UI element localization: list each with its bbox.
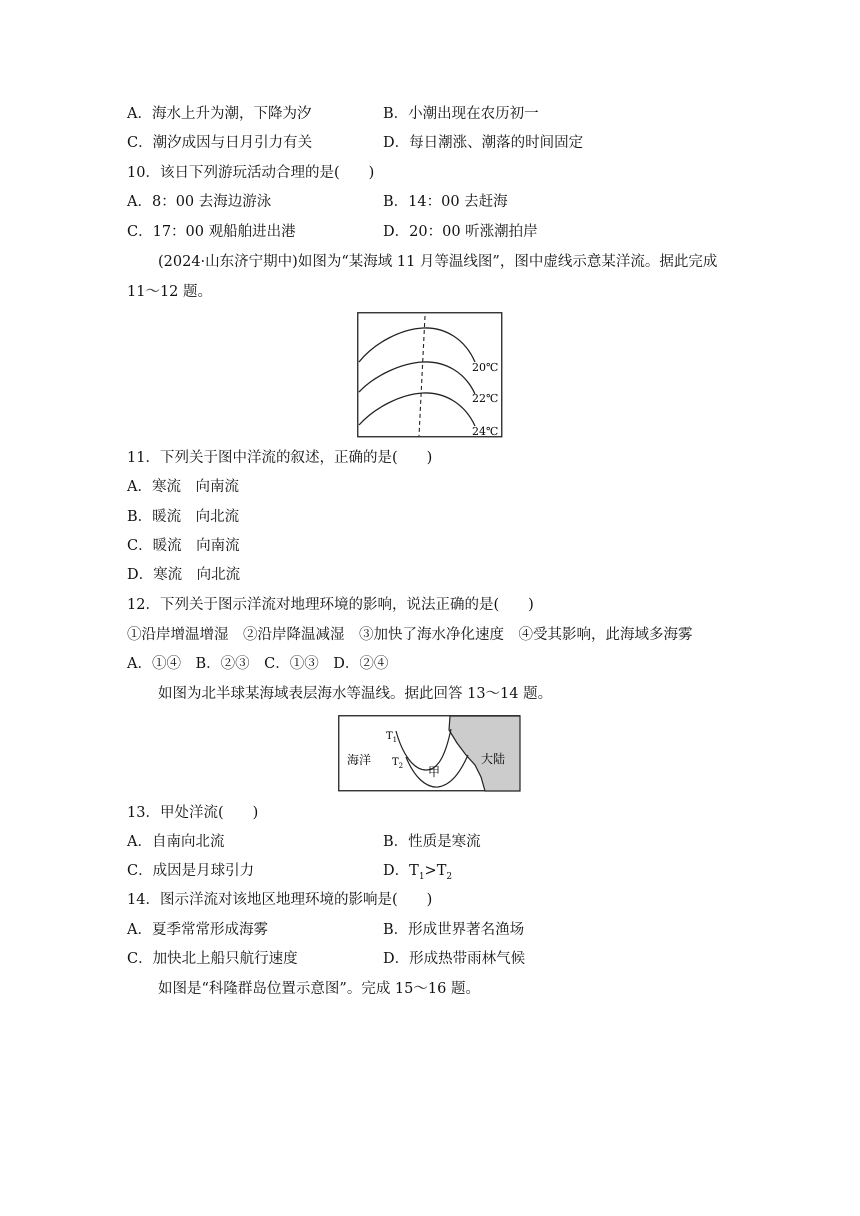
option-letter: D．	[383, 863, 410, 879]
isotherm-label-20: 20℃	[472, 361, 499, 374]
option-text: 夏季常常形成海雾	[151, 922, 268, 938]
option-text: 寒流 向南流	[151, 479, 239, 495]
option-text: 暖流 向南流	[152, 538, 240, 554]
option-text: 暖流 向北流	[152, 509, 240, 525]
option-letter: B．	[383, 834, 409, 850]
option-text: 寒流 向北流	[153, 567, 241, 583]
intro-11-12-line1: (2024·山东济宁期中)如图为“某海域 11 月等温线图”，图中虚线示意某洋流。据此完成	[158, 254, 718, 270]
option-letter: C．	[127, 538, 153, 554]
q14-option-c	[127, 950, 298, 968]
q10-stem: 10．该日下列游玩活动合理的是( )	[127, 165, 375, 181]
option-letter: C．	[127, 863, 153, 879]
q12-stem: 12．下列关于图示洋流对地理环境的影响，说法正确的是( )	[127, 597, 534, 613]
isotherm-label-22: 22℃	[472, 392, 499, 405]
option-letter: A．	[127, 834, 152, 850]
option-text: 8：00 去海边游泳	[151, 194, 272, 210]
intro-13-14: 如图为北半球某海域表层海水等温线。据此回答 13～14 题。	[158, 686, 553, 702]
option-letter: C．	[127, 951, 153, 967]
option-letter: D．	[383, 224, 410, 240]
q13-option-a	[127, 833, 224, 851]
option-text: 形成热带雨林气候	[409, 951, 526, 967]
ocean-current-figure	[338, 715, 521, 792]
option-letter: A．	[127, 922, 152, 938]
option-text: 成因是月球引力	[152, 863, 255, 879]
option-letter: B．	[383, 106, 409, 122]
q9-option-b	[383, 105, 539, 123]
q9-option-d	[383, 134, 583, 152]
q11-option-d	[127, 566, 240, 584]
isotherm-figure	[357, 312, 503, 438]
option-text: 性质是寒流	[408, 834, 481, 850]
q11-stem: 11．下列关于图中洋流的叙述，正确的是( )	[127, 450, 433, 466]
q12-statements: ①沿岸增温增湿 ②沿岸降温减湿 ③加快了海水净化速度 ④受其影响，此海域多海雾	[127, 627, 693, 643]
q11-option-b	[127, 508, 239, 526]
ocean-label: 海洋	[347, 753, 372, 767]
option-text: 形成世界著名渔场	[408, 922, 525, 938]
q13-option-c	[127, 862, 254, 880]
q14-stem: 14．图示洋流对该地区地理环境的影响是( )	[127, 892, 433, 908]
option-text: 加快北上船只航行速度	[152, 951, 298, 967]
option-letter: A．	[127, 106, 152, 122]
option-text: $T_1>T_2$	[409, 863, 453, 882]
q10-option-c	[127, 223, 296, 241]
q13-stem: 13．甲处洋流( )	[127, 805, 259, 821]
option-letter: D．	[383, 951, 410, 967]
intro-15-16: 如图是“科隆群岛位置示意图”。完成 15～16 题。	[158, 981, 480, 997]
option-text: 潮汐成因与日月引力有关	[152, 135, 313, 151]
q13-option-b	[383, 833, 481, 851]
option-letter: B．	[383, 194, 409, 210]
isotherm-label-24: 24℃	[472, 425, 499, 438]
q12-options: A．①④ B．②③ C．①③ D．②④	[127, 656, 389, 672]
q11-option-a	[127, 478, 239, 496]
q14-option-a	[127, 921, 268, 939]
q10-option-d	[383, 223, 538, 241]
q10-option-a	[127, 193, 271, 211]
option-letter: D．	[383, 135, 410, 151]
t1-label: $T_1$	[386, 731, 398, 744]
option-letter: A．	[127, 479, 152, 495]
point-jia-label: 甲	[428, 765, 441, 779]
option-letter: A．	[127, 194, 152, 210]
q10-option-b	[383, 193, 508, 211]
t2-label: $T_2$	[392, 757, 404, 770]
q9-option-c	[127, 134, 312, 152]
option-text: 小潮出现在农历初一	[408, 106, 539, 122]
q13-option-d	[383, 862, 452, 886]
option-letter: C．	[127, 135, 153, 151]
option-letter: D．	[127, 567, 154, 583]
option-letter: C．	[127, 224, 153, 240]
option-letter: B．	[127, 509, 153, 525]
option-text: 每日潮涨、潮落的时间固定	[409, 135, 584, 151]
q14-option-d	[383, 950, 525, 968]
intro-11-12-line2: 11～12 题。	[127, 284, 213, 300]
q14-option-b	[383, 921, 524, 939]
q9-option-a	[127, 105, 311, 123]
option-text: 17：00 观船舶进出港	[152, 224, 296, 240]
q11-option-c	[127, 537, 240, 555]
option-text: 海水上升为潮，下降为汐	[151, 106, 312, 122]
option-text: 14：00 去赶海	[408, 194, 508, 210]
option-letter: B．	[383, 922, 409, 938]
land-label: 大陆	[481, 752, 506, 766]
figure-border	[358, 313, 502, 437]
option-text: 20：00 听涨潮拍岸	[409, 224, 538, 240]
option-text: 自南向北流	[151, 834, 225, 850]
